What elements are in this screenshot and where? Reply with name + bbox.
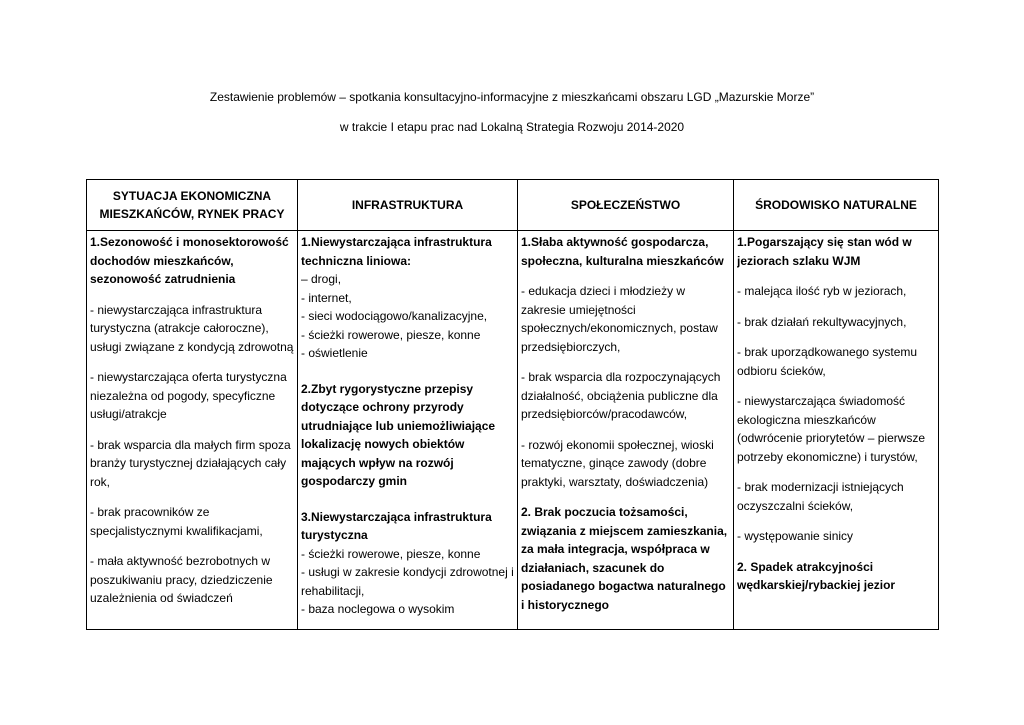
list-item: - oświetlenie [301, 346, 368, 360]
list-item: - niewystarczająca oferta turystyczna niezależna od pogody, specyficzne usługi/atrakcje [90, 370, 287, 421]
problem-heading: 2. Brak poczucia tożsamości, związania z miejscem zamieszkania, za mała integracja, współpraca w działaniach, szacunek do posiadanego bogactwa naturalnego i historycznego [521, 505, 728, 612]
list-item: - brak wsparcia dla rozpoczynających działalność, obciążenia publiczne dla przedsiębiorców/pracodawców, [521, 370, 721, 421]
list-item: – drogi, [301, 272, 342, 286]
list-item: - mała aktywność bezrobotnych w poszukiwaniu pracy, dziedziczenie uzależnienia od świadczeń [90, 554, 273, 605]
problems-table [86, 179, 939, 630]
list-item: - brak działań rekultywacyjnych, [737, 314, 907, 329]
problem-heading: 2.Zbyt rygorystyczne przepisy dotyczące ochrony przyrody utrudniające lub uniemożliwiające lokalizację nowych obiektów mających wpływ na rozwój gospodarczy gmin [301, 381, 496, 488]
problem-heading: 1.Sezonowość i monosektorowość dochodów mieszkańców, sezonowość zatrudnienia [90, 235, 289, 286]
table-header-row [87, 180, 939, 231]
column-header-infrastructure: INFRASTRUKTURA [298, 180, 518, 231]
table-content-row [87, 231, 939, 630]
document-subtitle: w trakcie I etapu prac nad Lokalną Strategia Rozwoju 2014-2020 [339, 120, 685, 134]
list-item: - sieci wodociągowo/kanalizacyjne, [301, 309, 488, 323]
problem-heading: 1.Słaba aktywność gospodarcza, społeczna, kulturalna mieszkańców [521, 235, 724, 268]
cell-environment [734, 231, 939, 630]
list-item: - brak uporządkowanego systemu odbioru ścieków, [737, 345, 918, 378]
list-item: - rozwój ekonomii społecznej, wioski tematyczne, ginące zawody (dobre praktyki, warsztaty, doświadczenia) [521, 437, 714, 489]
list-item: - edukacja dzieci i młodzieży w zakresie umiejętności społecznych/ekonomicznych, postaw przedsiębiorczych, [521, 284, 718, 354]
document-title: Zestawienie problemów – spotkania konsultacyjno-informacyjne z mieszkańcami obszaru LGD „Mazurskie Morze” [209, 90, 815, 104]
list-item: - baza noclegowa o wysokim [301, 602, 455, 616]
list-item: - niewystarczająca infrastruktura turystyczna (atrakcje całoroczne), usługi związane z kondycją zdrowotną [90, 302, 294, 354]
list-item: - internet, [301, 290, 352, 305]
list-item: - występowanie sinicy [737, 529, 854, 543]
cell-society [518, 231, 734, 630]
cell-economy [87, 231, 298, 630]
problem-heading: 2. Spadek atrakcyjności wędkarskiej/rybackiej jezior [737, 559, 896, 592]
list-item: - brak pracowników ze specjalistycznymi kwalifikacjami, [90, 505, 263, 538]
column-header-society: SPOŁECZEŃSTWO [518, 180, 734, 231]
column-header-environment: ŚRODOWISKO NATURALNE [734, 180, 939, 231]
list-item: - brak wsparcia dla małych firm spoza branży turystycznej działających cały rok, [90, 437, 291, 489]
problem-heading: 1.Niewystarczająca infrastruktura techniczna liniowa: [301, 235, 492, 268]
cell-infrastructure [298, 231, 518, 630]
problem-heading: 3.Niewystarczająca infrastruktura turystyczna [301, 509, 492, 542]
list-item: - usługi w zakresie kondycji zdrowotnej i rehabilitacji, [301, 565, 514, 598]
list-item: - ścieżki rowerowe, piesze, konne [301, 546, 481, 561]
list-item: - niewystarczająca świadomość ekologiczna mieszkańców (odwrócenie priorytetów – pierwsze potrzeby ekonomiczne) i turystów, [737, 394, 926, 464]
column-header-economy: SYTUACJA EKONOMICZNA MIESZKAŃCÓW, RYNEK PRACY [87, 180, 298, 231]
problem-heading: 1.Pogarszający się stan wód w jeziorach szlaku WJM [737, 235, 912, 268]
list-item: - brak modernizacji istniejących oczyszczalni ścieków, [737, 480, 904, 513]
list-item: - malejąca ilość ryb w jeziorach, [737, 284, 907, 298]
list-item: - ścieżki rowerowe, piesze, konne [301, 327, 481, 342]
